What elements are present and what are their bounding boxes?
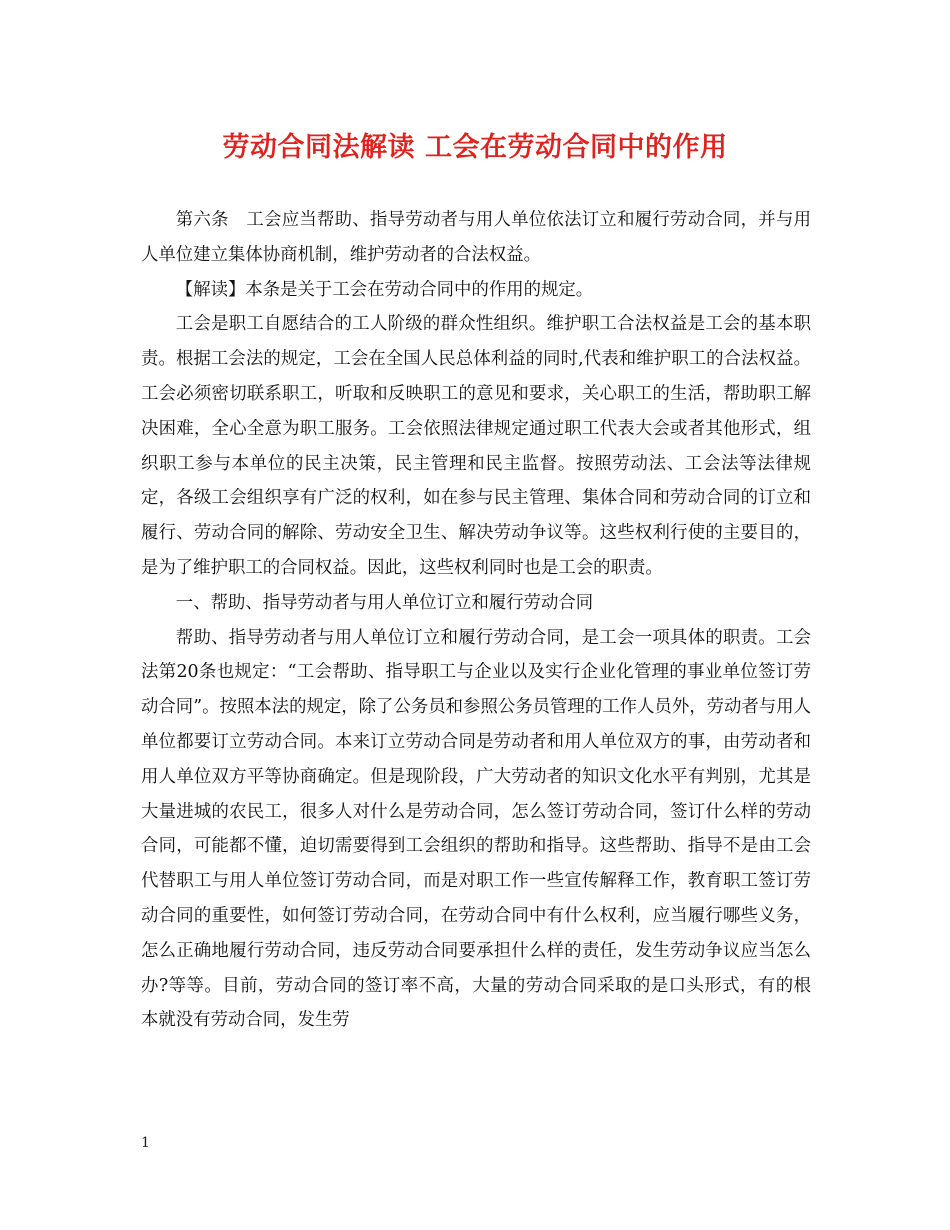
paragraph-help-guidance: 帮助、指导劳动者与用人单位订立和履行劳动合同，是工会一项具体的职责。工会法第20条也规定：“工会帮助、指导职工与企业以及实行企业化管理的事业单位签订劳动合同”。按照本法的规定，除了公务员和参照公务员管理的工作人员外，劳动者与用人单位都要订立劳动合同。本来订立劳动合同是劳动者和用人单位双方的事，由劳动者和用人单位双方平等协商确定。但是现阶段，广大劳动者的知识文化水平有判别，尤其是大量进城的农民工，很多人对什么是劳动合同，怎么签订劳动合同，签订什么样的劳动合同，可能都不懂，迫切需要得到工会组织的帮助和指导。这些帮助、指导不是由工会代替职工与用人单位签订劳动合同，而是对职工作一些宣传解释工作，教育职工签订劳动合同的重要性，如何签订劳动合同，在劳动合同中有什么权利，应当履行哪些义务，怎么正确地履行劳动合同，违反劳动合同要承担什么样的责任，发生劳动争议应当怎么办?等等。目前，劳动合同的签订率不高，大量的劳动合同采取的是口头形式，有的根本就没有劳动合同，发生劳 <box>141 627 811 1031</box>
paragraph-union-duties: 工会是职工自愿结合的工人阶级的群众性组织。维护职工合法权益是工会的基本职责。根据工会法的规定，工会在全国人民总体利益的同时,代表和维护职工的合法权益。工会必须密切联系职工，听取和反映职工的意见和要求，关心职工的生活，帮助职工解决困难，全心全意为职工服务。工会依照法律规定通过职工代表大会或者其他形式，组织职工参与本单位的民主决策，民主管理和民主监督。按照劳动法、工会法等法律规定，各级工会组织享有广泛的权利，如在参与民主管理、集体合同和劳动合同的订立和履行、劳动合同的解除、劳动安全卫生、解决劳动争议等。这些权利行使的主要目的，是为了维护职工的合同权益。因此，这些权利同时也是工会的职责。 <box>141 314 811 578</box>
section-heading-one: 一、帮助、指导劳动者与用人单位订立和履行劳动合同 <box>175 592 594 613</box>
document-body <box>141 203 811 1038</box>
paragraph-article-six: 第六条 工会应当帮助、指导劳动者与用人单位依法订立和履行劳动合同，并与用人单位建立集体协商机制，维护劳动者的合法权益。 <box>141 210 811 265</box>
paragraph-interpretation: 【解读】本条是关于工会在劳动合同中的作用的规定。 <box>175 279 594 300</box>
document-title: 劳动合同法解读 工会在劳动合同中的作用 <box>222 132 728 163</box>
page-number: 1 <box>141 1135 150 1151</box>
